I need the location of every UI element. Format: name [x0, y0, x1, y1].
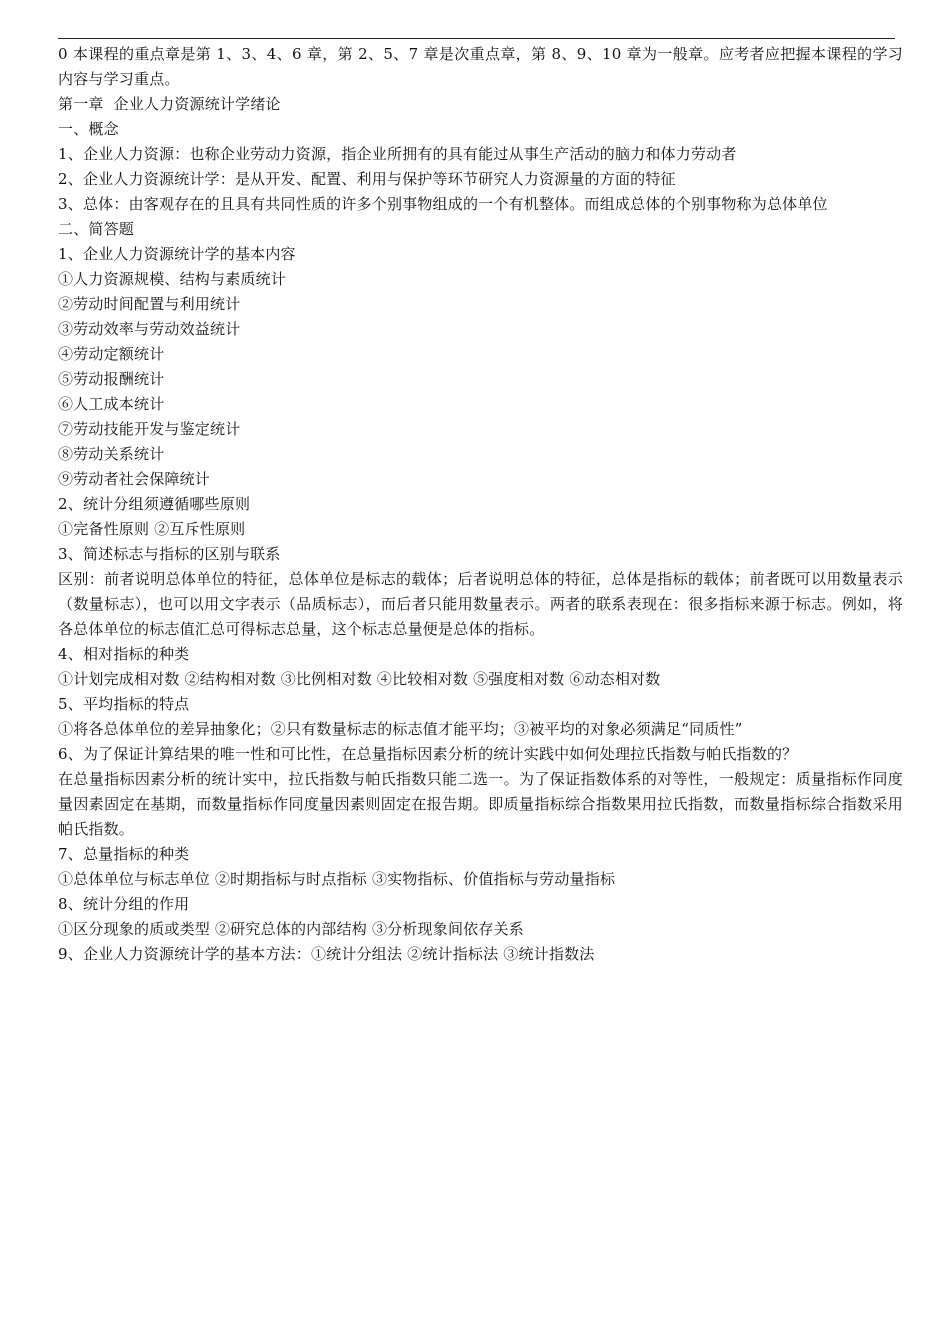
question-title: 3、简述标志与指标的区别与联系	[58, 545, 281, 563]
question-title: 7、总量指标的种类	[58, 845, 190, 863]
answer-text: ①总体单位与标志单位 ②时期指标与时点指标 ③实物指标、价值指标与劳动量指标	[58, 870, 616, 888]
answer-text: 在总量指标因素分析的统计实中，拉氏指数与帕氏指数只能二选一。为了保证指数体系的对等性，一般规定：质量指标作同度量因素固定在基期，而数量指标作同度量因素则固定在报告期。即质量指标综合指数果用拉氏指数，而数量指标综合指数采用帕氏指数。	[58, 770, 903, 838]
chapter-title: 第一章 企业人力资源统计学绪论	[58, 95, 281, 113]
question-title: 9、企业人力资源统计学的基本方法：①统计分组法 ②统计指标法 ③统计指数法	[58, 945, 595, 963]
header-rule	[58, 38, 895, 39]
list-item: ④劳动定额统计	[58, 345, 165, 363]
question-title: 2、统计分组须遵循哪些原则	[58, 495, 251, 513]
intro-paragraph: 0 本课程的重点章是第 1、3、4、6 章，第 2、5、7 章是次重点章，第 8、9、10 章为一般章。应考者应把握本课程的学习内容与学习重点。	[58, 45, 903, 88]
list-item: ③劳动效率与劳动效益统计	[58, 320, 241, 338]
list-item: ⑨劳动者社会保障统计	[58, 470, 211, 488]
document-body	[58, 42, 903, 967]
answer-text: ①区分现象的质或类型 ②研究总体的内部结构 ③分析现象间依存关系	[58, 920, 524, 938]
section-concepts-title: 一、概念	[58, 120, 119, 138]
question-title: 5、平均指标的特点	[58, 695, 190, 713]
question-title: 8、统计分组的作用	[58, 895, 190, 913]
concept-item: 3、总体：由客观存在的且具有共同性质的许多个别事物组成的一个有机整体。而组成总体的个别事物称为总体单位	[58, 195, 828, 213]
list-item: ①人力资源规模、结构与素质统计	[58, 270, 287, 288]
answer-text: 区别：前者说明总体单位的特征，总体单位是标志的载体；后者说明总体的特征，总体是指标的载体；前者既可以用数量表示（数量标志），也可以用文字表示（品质标志），而后者只能用数量表示。两者的联系表现在：很多指标来源于标志。例如，将各总体单位的标志值汇总可得标志总量，这个标志总量便是总体的指标。	[58, 570, 903, 638]
concept-item: 2、企业人力资源统计学：是从开发、配置、利用与保护等环节研究人力资源量的方面的特征	[58, 170, 676, 188]
question-title: 6、为了保证计算结果的唯一性和可比性，在总量指标因素分析的统计实践中如何处理拉氏指数与帕氏指数的？	[58, 745, 798, 763]
list-item: ⑦劳动技能开发与鉴定统计	[58, 420, 241, 438]
list-item: ⑥人工成本统计	[58, 395, 165, 413]
question-title: 1、企业人力资源统计学的基本内容	[58, 245, 296, 263]
list-item: ⑧劳动关系统计	[58, 445, 165, 463]
section-questions-title: 二、简答题	[58, 220, 135, 238]
concept-item: 1、企业人力资源：也称企业劳动力资源，指企业所拥有的具有能过从事生产活动的脑力和体力劳动者	[58, 145, 737, 163]
answer-text: ①将各总体单位的差异抽象化；②只有数量标志的标志值才能平均；③被平均的对象必须满足“同质性”	[58, 720, 743, 738]
answer-text: ①计划完成相对数 ②结构相对数 ③比例相对数 ④比较相对数 ⑤强度相对数 ⑥动态相对数	[58, 670, 661, 688]
question-title: 4、相对指标的种类	[58, 645, 190, 663]
answer-text: ①完备性原则 ②互斥性原则	[58, 520, 246, 538]
list-item: ②劳动时间配置与利用统计	[58, 295, 241, 313]
list-item: ⑤劳动报酬统计	[58, 370, 165, 388]
